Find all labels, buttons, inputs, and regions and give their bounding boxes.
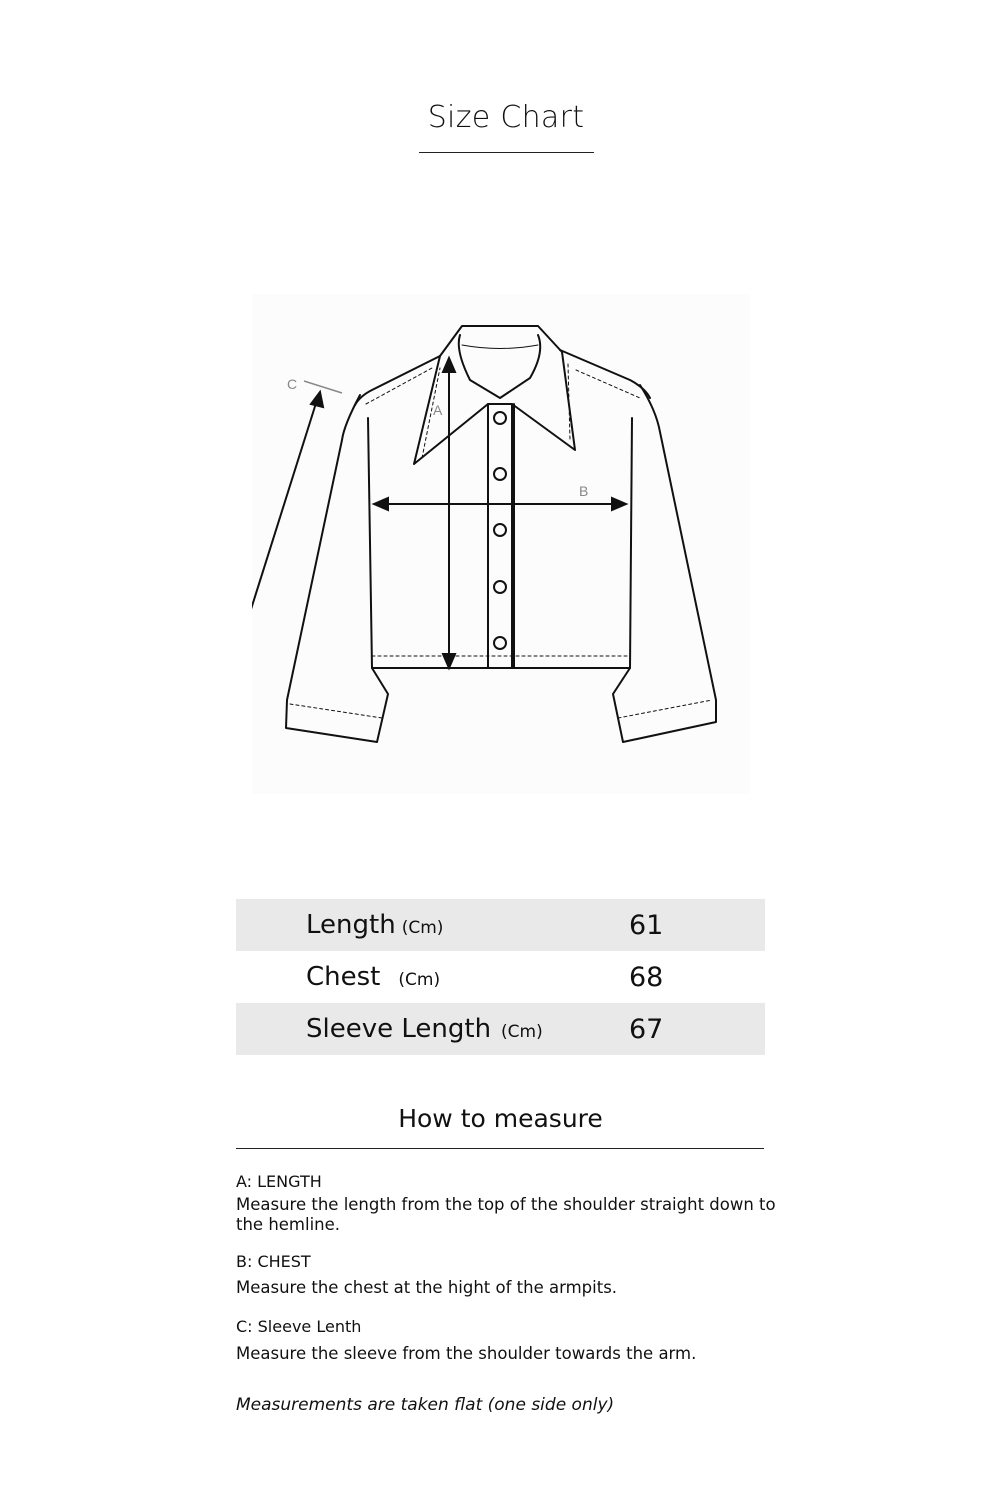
- arrow-c-line: [252, 400, 317, 660]
- how-to-measure-rule: [236, 1148, 764, 1149]
- instruction-text: Measure the length from the top of the shoulder straight down to the hemline.: [236, 1195, 776, 1234]
- button-4: [494, 581, 506, 593]
- size-label-text: Sleeve Length: [306, 1014, 492, 1044]
- size-value: 67: [629, 1014, 664, 1045]
- right-cuff-stitch: [618, 700, 712, 718]
- label-b: B: [579, 483, 589, 499]
- size-unit: (Cm): [501, 1022, 543, 1042]
- size-label: [306, 910, 443, 940]
- arrow-b-head-left: [374, 498, 388, 510]
- right-shoulder-stitch: [576, 370, 640, 398]
- size-value: 61: [629, 910, 664, 941]
- size-unit: (Cm): [398, 970, 441, 990]
- size-row-sleeve-length: [236, 1003, 765, 1055]
- instruction-text: Measure the chest at the hight of the armpits.: [236, 1278, 618, 1297]
- arrow-a-head-top: [443, 358, 455, 372]
- button-2: [494, 468, 506, 480]
- size-row-chest: [236, 951, 765, 1003]
- button-3: [494, 524, 506, 536]
- button-1: [494, 412, 506, 424]
- how-to-measure-title: How to measure: [398, 1104, 603, 1133]
- label-c: C: [287, 376, 298, 392]
- instruction-heading: C: Sleeve Lenth: [236, 1317, 362, 1336]
- instruction-heading: B: CHEST: [236, 1252, 311, 1271]
- page-title: Size Chart: [427, 100, 585, 135]
- instruction-sleeve: [236, 1317, 796, 1364]
- arrow-b-head-right: [612, 498, 626, 510]
- button-5: [494, 637, 506, 649]
- size-label: [306, 1014, 543, 1044]
- collar-inner: [459, 335, 540, 398]
- size-label-text: Chest: [306, 962, 381, 992]
- size-value: 68: [629, 962, 664, 993]
- instruction-text: Measure the sleeve from the shoulder towards the arm.: [236, 1344, 697, 1363]
- size-row-length: [236, 899, 765, 951]
- right-sleeve-outline: [613, 385, 716, 742]
- neck-band: [462, 345, 538, 349]
- size-label: [306, 962, 440, 992]
- left-cuff-stitch: [290, 704, 382, 718]
- measurement-note: Measurements are taken flat (one side only): [236, 1395, 615, 1415]
- collar-stitch: [422, 364, 570, 458]
- instruction-length: [236, 1172, 796, 1235]
- size-unit: (Cm): [401, 918, 444, 938]
- jacket-diagram: [252, 294, 750, 794]
- label-a: A: [433, 402, 443, 418]
- arrow-a-head-bottom: [443, 654, 455, 668]
- c-top-tick: [304, 381, 342, 393]
- instruction-heading: A: LENGTH: [236, 1172, 322, 1191]
- jacket-illustration: [252, 294, 750, 794]
- left-shoulder-stitch: [366, 368, 432, 404]
- body-sides: [368, 418, 632, 668]
- size-table: [236, 899, 765, 1055]
- arrow-c-head-top: [311, 392, 323, 407]
- title-underline: [419, 152, 594, 153]
- size-label-text: Length: [306, 910, 396, 940]
- instruction-chest: [236, 1252, 796, 1298]
